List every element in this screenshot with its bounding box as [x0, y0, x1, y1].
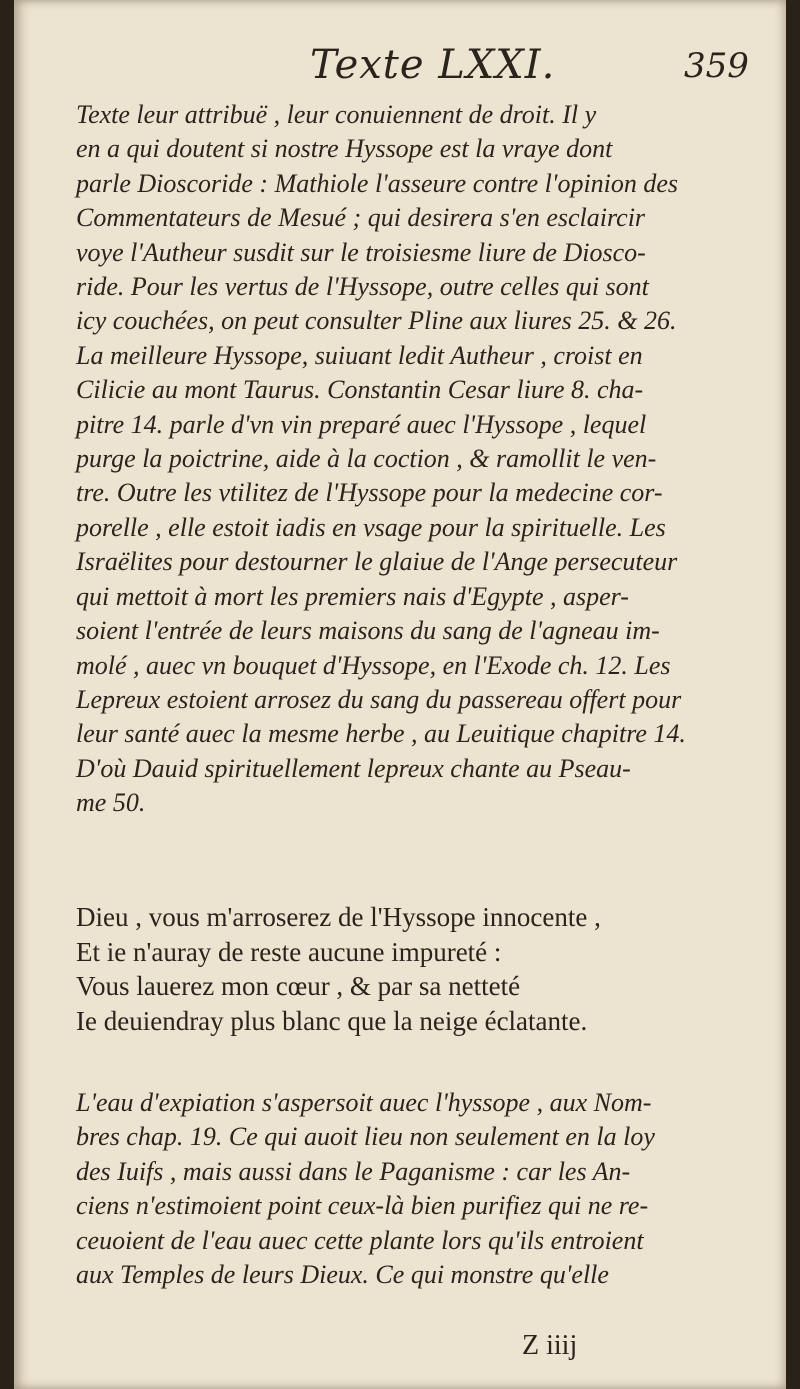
page-number: 359	[684, 46, 749, 86]
text-line: pitre 14. parle d'vn vin preparé auec l'Hyssope , lequel	[76, 409, 647, 439]
signature-mark: Z iiij	[522, 1330, 578, 1361]
page-header	[14, 42, 786, 92]
text-line: parle Dioscoride : Mathiole l'asseure contre l'opinion des	[76, 168, 679, 198]
text-line: en a qui doutent si nostre Hyssope est la vraye dont	[76, 134, 613, 164]
text-line: voye l'Autheur susdit sur le troisiesme liure de Diosco-	[76, 237, 646, 267]
text-line: D'où Dauid spirituellement lepreux chante au Pseau-	[76, 753, 631, 783]
text-line: La meilleure Hyssope, suiuant ledit Autheur , croist en	[76, 340, 643, 370]
text-line: ceuoient de l'eau auec cette plante lors qu'ils entroient	[76, 1225, 644, 1255]
verse-quatrain	[76, 900, 768, 1038]
text-line: purge la poictrine, aide à la coction , & ramollit le ven-	[76, 444, 657, 474]
text-line: me 50.	[76, 788, 146, 818]
text-line: soient l'entrée de leurs maisons du sang de l'agneau im-	[76, 616, 660, 646]
paragraph-commentary	[76, 98, 768, 821]
text-line: aux Temples de leurs Dieux. Ce qui monstre qu'elle	[76, 1260, 609, 1290]
paragraph-expiation	[76, 1086, 768, 1292]
text-line: Texte leur attribuë , leur conuiennent de droit. Il y	[76, 100, 597, 129]
text-line: Lepreux estoient arrosez du sang du passereau offert pour	[76, 684, 682, 714]
running-title: Texte LXXI.	[310, 42, 556, 88]
verse-line: Ie deuiendray plus blanc que la neige éclatante.	[76, 1005, 588, 1036]
text-line: qui mettoit à mort les premiers nais d'Egypte , asper-	[76, 581, 629, 611]
verse-line: Dieu , vous m'arroserez de l'Hyssope innocente ,	[76, 902, 601, 932]
text-line: bres chap. 19. Ce qui auoit lieu non seulement en la loy	[76, 1122, 655, 1152]
text-line: L'eau d'expiation s'aspersoit auec l'hyssope , aux Nom-	[76, 1088, 652, 1117]
text-line: Commentateurs de Mesué ; qui desirera s'en esclaircir	[76, 203, 646, 233]
text-line: ciens n'estimoient point ceux-là bien purifiez qui ne re-	[76, 1191, 649, 1221]
text-line: Israëlites pour destourner le glaiue de l'Ange persecuteur	[76, 547, 678, 577]
text-line: leur santé auec la mesme herbe , au Leuitique chapitre 14.	[76, 719, 686, 749]
text-line: Cilicie au mont Taurus. Constantin Cesar liure 8. cha-	[76, 375, 644, 405]
book-page	[14, 0, 786, 1389]
verse-line: Et ie n'auray de reste aucune impureté :	[76, 936, 502, 967]
text-line: molé , auec vn bouquet d'Hyssope, en l'Exode ch. 12. Les	[76, 650, 671, 680]
text-line: ride. Pour les vertus de l'Hyssope, outre celles qui sont	[76, 272, 649, 302]
verse-line: Vous lauerez mon cœur , & par sa netteté	[76, 971, 521, 1001]
text-line: des Iuifs , mais aussi dans le Paganisme : car les An-	[76, 1156, 631, 1186]
text-line: tre. Outre les vtilitez de l'Hyssope pour la medecine cor-	[76, 478, 663, 508]
text-line: icy couchées, on peut consulter Pline aux liures 25. & 26.	[76, 306, 677, 336]
text-line: porelle , elle estoit iadis en vsage pour la spirituelle. Les	[76, 512, 666, 542]
